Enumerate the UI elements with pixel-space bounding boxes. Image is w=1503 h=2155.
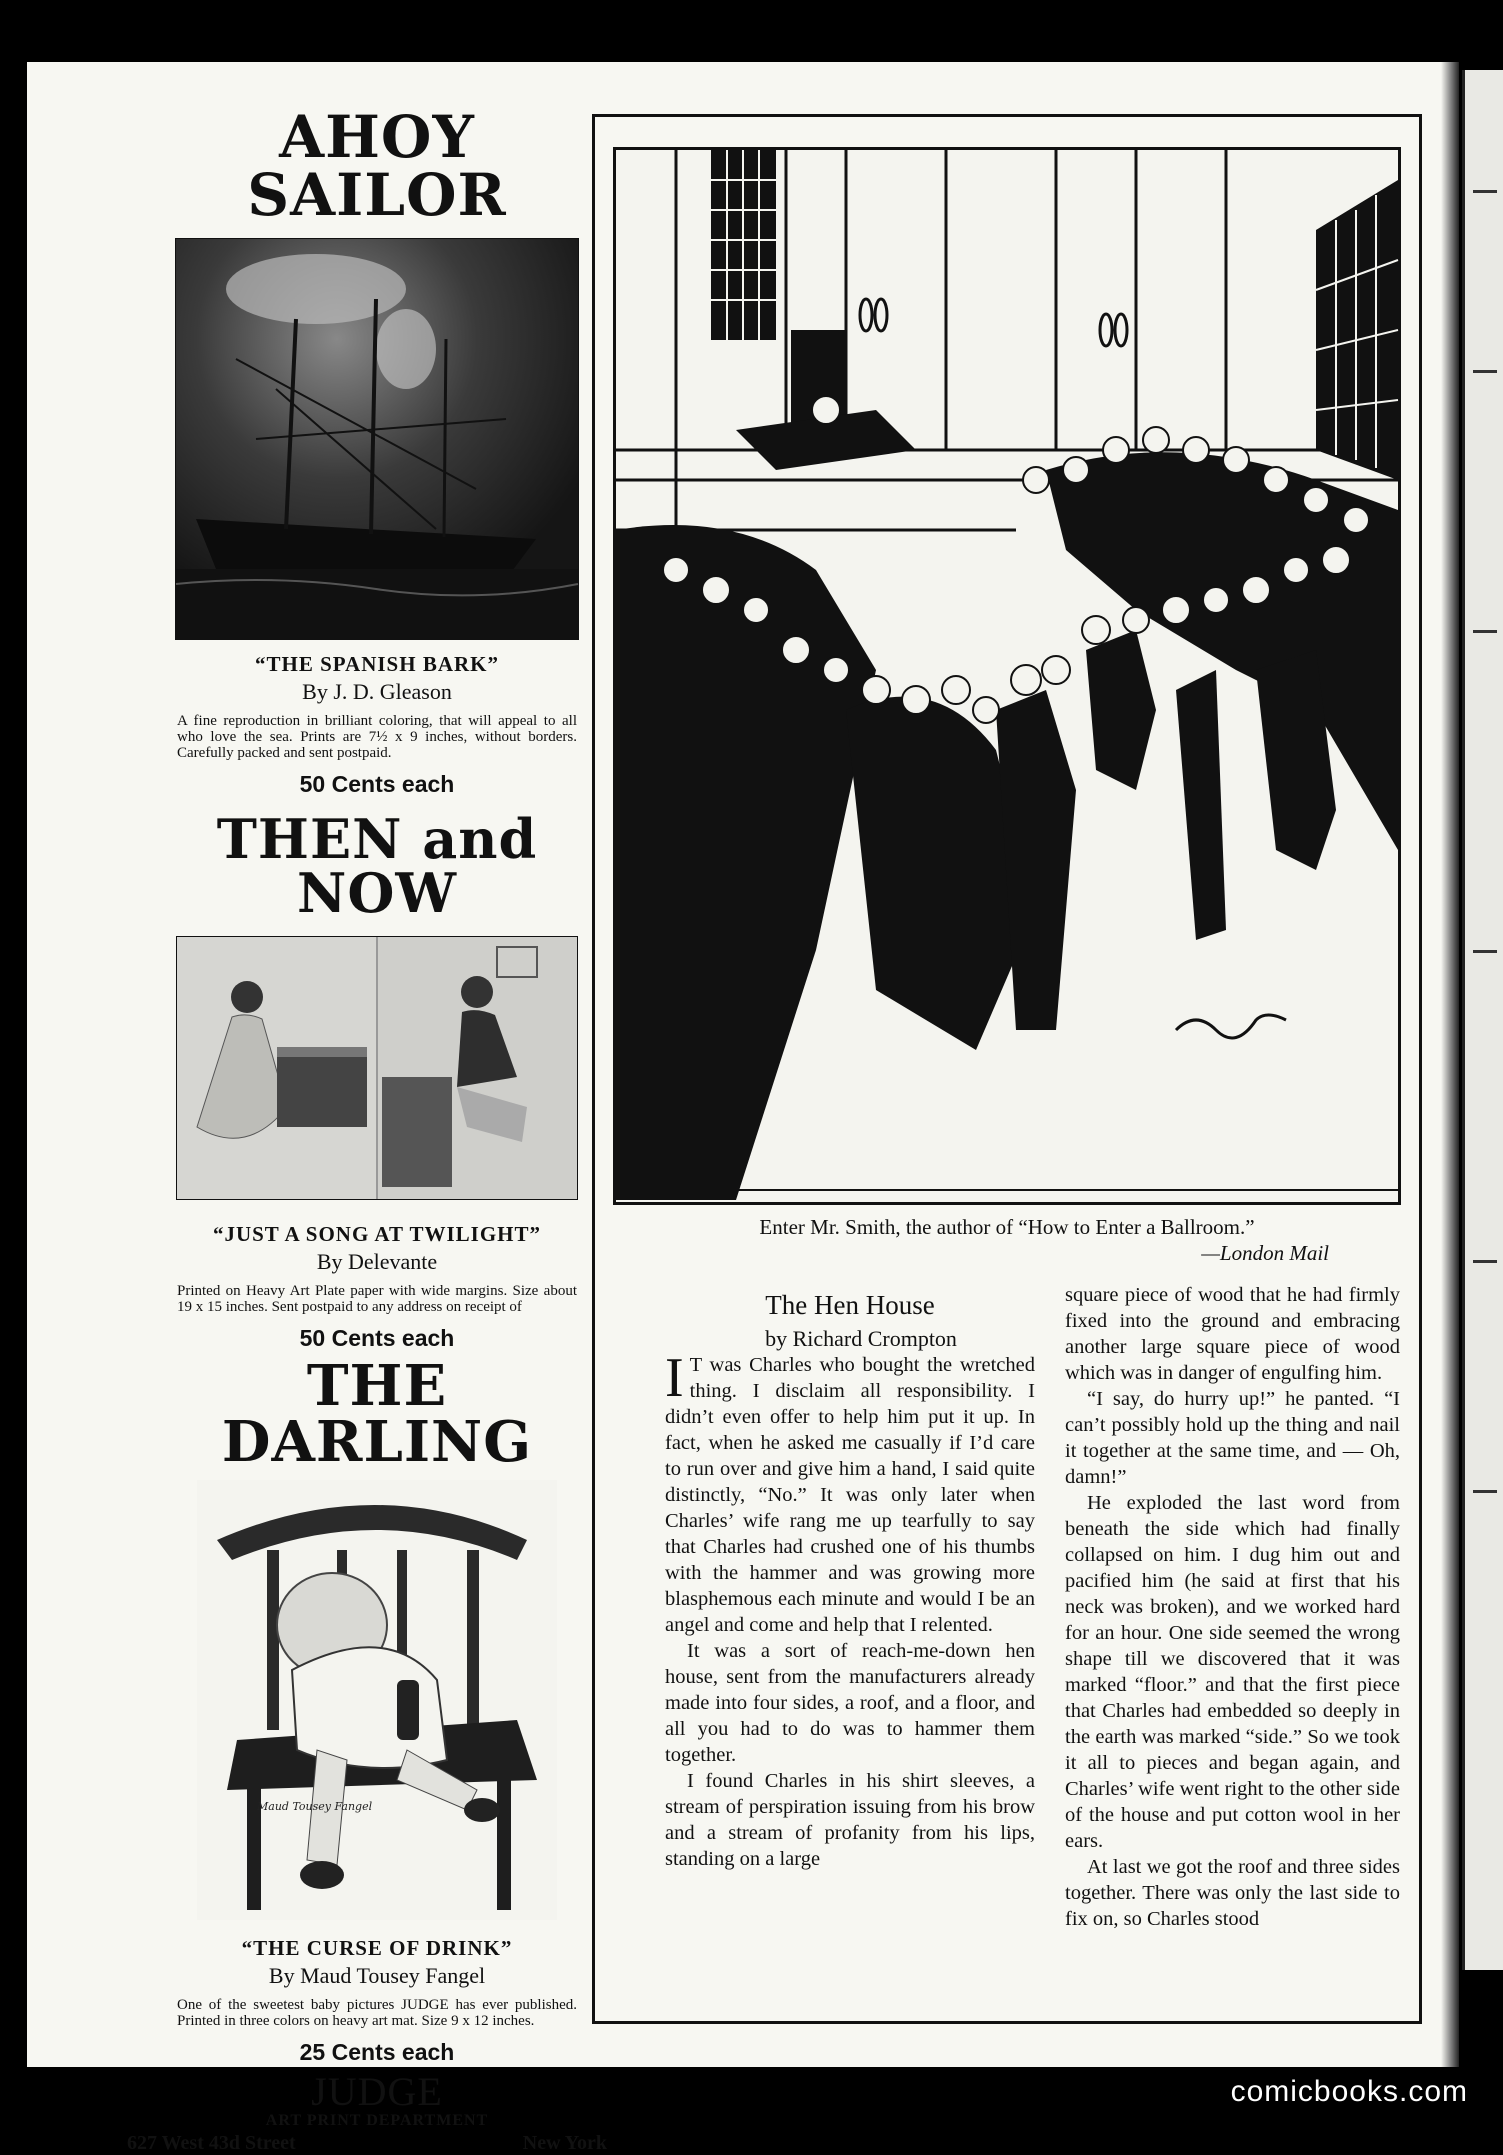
ad-print-artist: By J. D. Gleason: [302, 679, 452, 704]
ad-description: Printed on Heavy Art Plate paper with wide margins. Size about 19 x 15 inches. Sent postpaid to any address on receipt of: [177, 1283, 577, 1315]
ad-price: 25 Cents each: [299, 2039, 455, 2065]
publisher-city: New York: [522, 2132, 607, 2154]
ad-price: 50 Cents each: [299, 771, 455, 797]
ad-print-title: “JUST A SONG AT TWILIGHT”: [212, 1222, 542, 1246]
story-title: The Hen House: [765, 1290, 935, 1320]
ad-description: One of the sweetest baby pictures JUDGE has ever published. Printed in three colors on heavy art mat. Size 9 x 12 inches.: [177, 1997, 577, 2029]
adjacent-page-edge: [1462, 70, 1503, 1970]
ad-headline-the-darling: THE DARLING: [221, 1353, 533, 1475]
story-author: by Richard Crompton: [765, 1326, 957, 1351]
ad-description: A fine reproduction in brilliant coloring, that will appeal to all who love the sea. Prints are 7½ x 9 inches, without borders. Carefully packed and sent postpaid.: [177, 713, 577, 761]
cartoon-credit: —London Mail: [1201, 1241, 1329, 1265]
story-text: T was Charles who bought the wretched thing. I disclaim all responsibility. I didn’t even offer to help him put it up. In fact, when he asked me casually if I’d care to run over and give him a hand, I said quite distinctly, “No.” It was only later when Charles’ wife rang me up tearfully to say that Charles had crushed one of his thumbs with the hammer and was growing more blasphemous each minute and would I be an angel and come and help that I relented.: [665, 1354, 1035, 1636]
baby-in-chair-illustration: [197, 1480, 557, 1920]
watermark-text: comicbooks.com: [1230, 2075, 1468, 2108]
ad-print-title: “THE SPANISH BARK”: [255, 652, 499, 676]
cartoon-caption: Enter Mr. Smith, the author of “How to Enter a Ballroom.”: [759, 1215, 1255, 1239]
ballroom-crowd-illustration: [616, 150, 1398, 1202]
drop-cap: I: [665, 1347, 684, 1409]
ad-image-song-at-twilight: [176, 936, 578, 1200]
ad-price: 50 Cents each: [299, 1325, 455, 1351]
publisher-street: 627 West 43d Street: [127, 2132, 296, 2154]
page-gutter-shadow: [1441, 62, 1459, 2067]
story-paragraph: square piece of wood that he had firmly fixed into the ground and embracing another large square piece of wood which was in danger of engulfing him.: [1065, 1284, 1400, 1384]
publisher-name: JUDGE: [311, 2069, 443, 2114]
ad-image-spanish-bark: [175, 238, 579, 640]
ad-headline-ahoy-sailor: AHOY SAILOR: [247, 103, 507, 229]
ship-painting-illustration: [176, 239, 578, 639]
story-paragraph: It was a sort of reach-me-down hen house, sent from the manufacturers already made into four sides, a roof, and a floor, and all you had to do was to hammer them together.: [665, 1640, 1035, 1766]
story-column-left: [665, 1292, 1035, 1872]
publisher-address-line: [127, 2132, 607, 2155]
ballroom-cartoon: [613, 147, 1401, 1205]
image-signature-text: Maud Tousey Fangel: [257, 1800, 373, 1813]
story-column-right: [1065, 1282, 1400, 1932]
story-paragraph: He exploded the last word from beneath the side which had finally collapsed on him. I dug him out and pacified him (he said at first that his neck was broken), and we worked hard for an hour. One side seemed the wrong shape till we discovered that it was marked “floor.” and that the first piece that Charles had embedded so deeply in the earth was marked “side.” So we took it all to pieces and began again, and Charles’ wife went right to the other side of the house and put cotton wool in her ears.: [1065, 1492, 1400, 1852]
art-print-ad-column: [127, 102, 607, 2155]
story-paragraph: [665, 1347, 1035, 1638]
ad-print-artist: By Maud Tousey Fangel: [268, 1963, 486, 1988]
publisher-department: ART PRINT DEPARTMENT: [265, 2112, 489, 2129]
ad-print-artist: By Delevante: [316, 1249, 438, 1274]
ad-print-title: “THE CURSE OF DRINK”: [241, 1936, 513, 1960]
story-paragraph: I found Charles in his shirt sleeves, a stream of perspiration issuing from his brow and a stream of profanity from his lips, standing on a large: [665, 1770, 1035, 1870]
story-paragraph: “I say, do hurry up!” he panted. “I can’t possibly hold up the thing and nail it together at the same time, and — Oh, damn!”: [1065, 1388, 1400, 1488]
ad-headline-then-and-now: THEN and NOW: [216, 807, 538, 925]
ad-image-curse-of-drink: [197, 1480, 557, 1920]
publisher-block: [127, 2069, 607, 2155]
story-paragraph: At last we got the roof and three sides together. There was only the last side to fix on, so Charles stood: [1065, 1856, 1400, 1930]
main-content-frame: [592, 114, 1422, 2024]
piano-women-illustration: [177, 937, 577, 1199]
